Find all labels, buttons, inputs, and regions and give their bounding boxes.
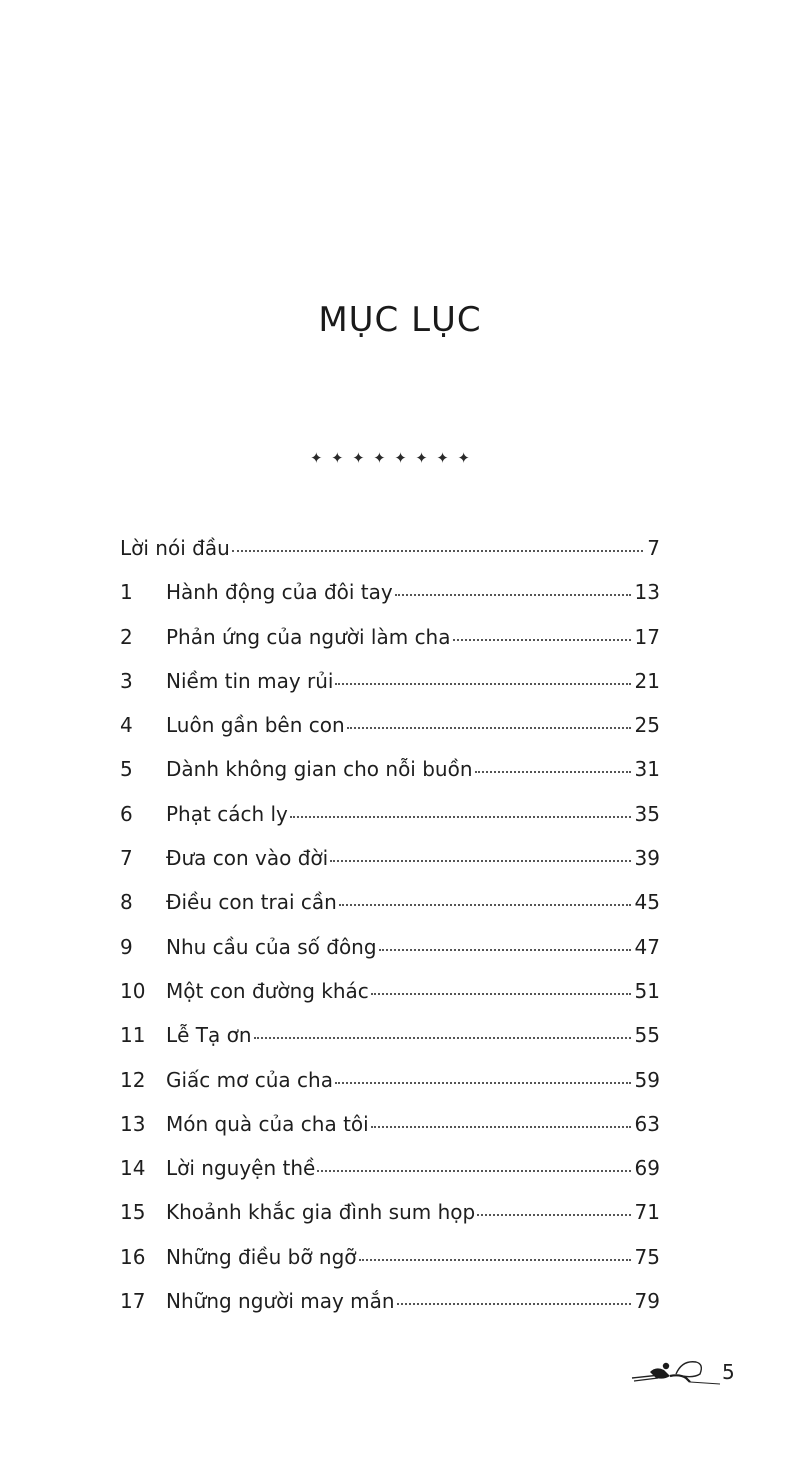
toc-entry [120,625,660,669]
toc-entry [120,669,660,713]
toc-entry [120,846,660,890]
toc-entry-title: Nhu cầu của số đông [166,934,377,959]
toc-entry [120,1156,660,1200]
toc-entry-page: 69 [634,1156,660,1181]
toc-entry [120,536,660,580]
dot-leader [330,859,630,862]
toc-entry-page: 45 [634,890,660,915]
toc-entry-page: 35 [634,801,660,826]
dot-leader [290,815,631,818]
toc-entry-number: 15 [120,1200,146,1225]
toc-entry-number: 12 [120,1067,146,1092]
dot-leader [371,1125,631,1128]
page-footer [630,1356,740,1390]
toc-entry-title: Lễ Tạ ơn [166,1023,252,1048]
diamond-ornament-icon: ✦ [415,449,428,467]
toc-entry [120,802,660,846]
dot-leader [475,770,631,773]
toc-entry [120,1289,660,1333]
toc-entry-number: 1 [120,580,133,605]
toc-entry-page: 39 [634,846,660,871]
toc-entry-title: Điều con trai cần [166,890,337,915]
toc-entry-page: 21 [634,668,660,693]
toc-entry-page: 47 [634,934,660,959]
dot-leader [335,682,630,685]
toc-entry-number: 9 [120,934,133,959]
toc-entry [120,1112,660,1156]
toc-entry-page: 59 [634,1067,660,1092]
dot-leader [254,1036,631,1039]
diamond-ornament-icon: ✦ [331,449,344,467]
dot-leader [453,638,631,641]
toc-entry-title: Một con đường khác [166,978,369,1003]
toc-entry-page: 7 [647,536,660,560]
dot-leader [335,1081,631,1084]
toc-entry-page: 55 [634,1023,660,1048]
toc-entry-title: Đưa con vào đời [166,846,329,871]
toc-entry [120,935,660,979]
diamond-ornament-icon: ✦ [310,449,323,467]
toc-entry-page: 75 [634,1244,660,1269]
diamond-ornament-icon: ✦ [457,449,470,467]
dot-leader [477,1213,630,1216]
page-title: MỤC LỤC [318,300,482,340]
toc-entry-title: Hành động của đôi tay [166,580,393,605]
toc-entry-title: Khoảnh khắc gia đình sum họp [166,1200,476,1225]
dot-leader [397,1302,631,1305]
dot-leader [371,992,631,995]
toc-entry-title: Những người may mắn [166,1289,395,1314]
toc-entry-page: 13 [634,580,660,605]
dot-leader [347,726,631,729]
toc-entry-title: Những điều bỡ ngỡ [166,1244,357,1269]
toc-entry-title: Niềm tin may rủi [166,668,334,693]
dot-leader [339,903,631,906]
dot-leader [395,593,631,596]
dot-leader [379,948,631,951]
toc-entry-page: 51 [634,978,660,1003]
toc-entry [120,1200,660,1244]
toc-entry-title: Luôn gần bên con [166,713,345,738]
diamond-ornament-icon: ✦ [373,449,386,467]
toc-entry [120,713,660,757]
toc-entry-page: 63 [634,1111,660,1136]
dot-leader [317,1169,630,1172]
toc-entry-page: 25 [634,713,660,738]
toc-entry-number: 10 [120,978,146,1003]
toc-entry-number: 3 [120,668,133,693]
page-number: 5 [722,1360,735,1384]
toc-entry-title: Lời nói đầu [120,536,230,560]
toc-entry-title: Dành không gian cho nỗi buồn [166,757,473,782]
toc-entry-number: 4 [120,713,133,738]
ornament-divider [310,446,470,470]
toc-entry [120,979,660,1023]
table-of-contents [120,536,660,1333]
toc-entry-title: Giấc mơ của cha [166,1067,333,1092]
dot-leader [232,549,644,552]
toc-entry-number: 16 [120,1244,146,1269]
toc-entry-number: 2 [120,624,133,649]
toc-entry-title: Phản ứng của người làm cha [166,624,451,649]
diamond-ornament-icon: ✦ [394,449,407,467]
toc-entry-page: 17 [634,624,660,649]
diamond-ornament-icon: ✦ [352,449,365,467]
toc-entry-title: Lời nguyện thề [166,1156,316,1181]
toc-entry-page: 79 [634,1289,660,1314]
toc-entry-number: 5 [120,757,133,782]
toc-entry-number: 7 [120,846,133,871]
toc-entry-page: 71 [634,1200,660,1225]
reclining-figure-icon [630,1356,722,1390]
toc-entry-page: 31 [634,757,660,782]
toc-entry-number: 11 [120,1023,146,1048]
toc-entry [120,890,660,934]
toc-entry-number: 8 [120,890,133,915]
toc-entry-title: Phạt cách ly [166,801,288,826]
toc-entry [120,1068,660,1112]
toc-entry-number: 6 [120,801,133,826]
diamond-ornament-icon: ✦ [436,449,449,467]
toc-entry [120,757,660,801]
toc-entry [120,580,660,624]
toc-entry-number: 13 [120,1111,146,1136]
toc-entry-title: Món quà của cha tôi [166,1111,369,1136]
toc-entry-number: 17 [120,1289,146,1314]
toc-entry-number: 14 [120,1156,146,1181]
toc-entry [120,1023,660,1067]
toc-entry [120,1245,660,1289]
dot-leader [359,1258,631,1261]
